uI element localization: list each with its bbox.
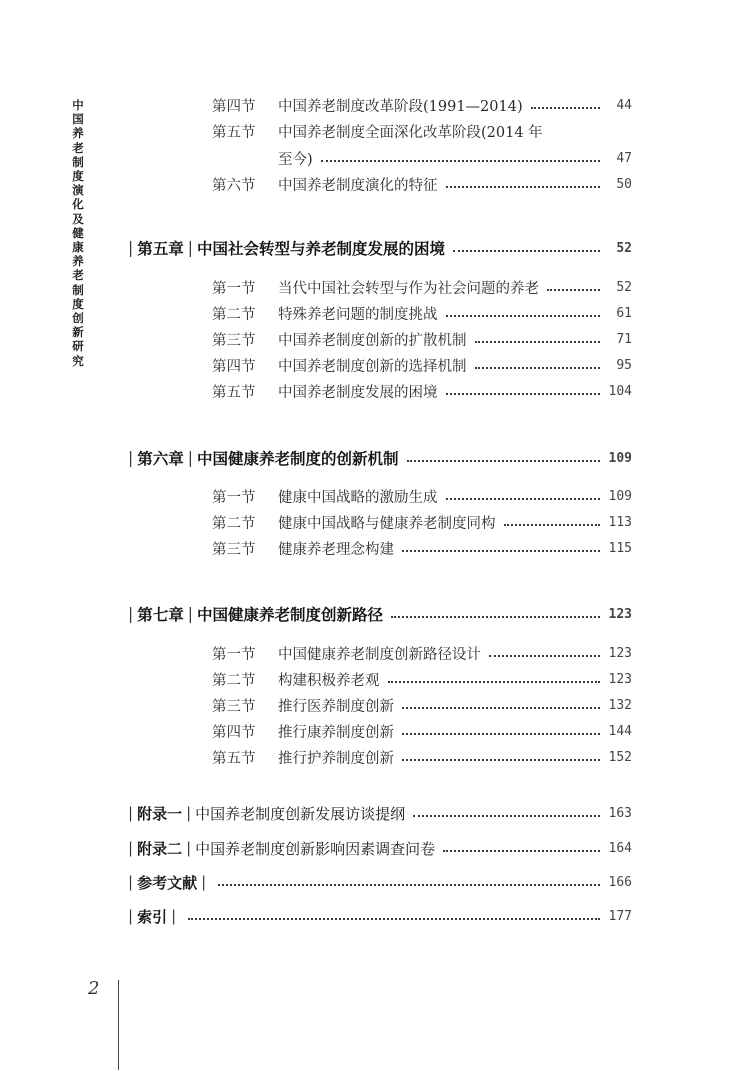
toc-section-entry[interactable]: [212, 119, 632, 143]
dot-leader: [321, 160, 600, 162]
page-ref: 123: [608, 645, 632, 661]
section-title: 健康中国战略与健康养老制度同构: [278, 515, 496, 532]
appendix-bracket-left: |: [128, 839, 134, 857]
dot-leader: [218, 884, 600, 886]
chapter-bracket-right: |: [187, 239, 193, 257]
page-ref: 144: [608, 723, 632, 739]
index-bracket-left: |: [128, 907, 134, 925]
section-number: 第三节: [212, 332, 256, 349]
page-ref: 104: [608, 383, 632, 399]
section-title: 中国养老制度全面深化改革阶段(2014 年: [278, 124, 543, 141]
chapter-label: 第六章: [137, 449, 184, 468]
dot-leader: [402, 707, 600, 709]
section-title: 中国养老制度创新的扩散机制: [278, 332, 467, 349]
page-ref: 95: [616, 357, 632, 373]
toc-section-entry[interactable]: [212, 353, 632, 377]
section-number: 第二节: [212, 672, 256, 689]
page-ref: 152: [608, 749, 632, 765]
dot-leader: [388, 681, 601, 683]
page-ref: 177: [608, 908, 632, 924]
toc-section-entry[interactable]: [212, 172, 632, 196]
chapter-title: 中国健康养老制度的创新机制: [196, 449, 399, 468]
section-title: 中国健康养老制度创新路径设计: [278, 646, 481, 663]
toc-section-entry[interactable]: [212, 536, 632, 560]
dot-leader: [391, 616, 600, 618]
page-ref: 123: [608, 606, 632, 622]
toc-section-entry[interactable]: [212, 327, 632, 351]
toc-chapter-entry[interactable]: [124, 236, 632, 260]
toc-section-entry[interactable]: [212, 693, 632, 717]
page-number: 2: [88, 978, 100, 999]
toc-section-entry[interactable]: [212, 510, 632, 534]
dot-leader: [446, 315, 601, 317]
section-number: 第六节: [212, 177, 256, 194]
toc-section-entry[interactable]: [212, 275, 632, 299]
section-number: 第五节: [212, 124, 256, 141]
chapter-bracket-right: |: [187, 605, 193, 623]
page-ref: 52: [616, 279, 632, 295]
dot-leader: [453, 250, 600, 252]
dot-leader: [504, 524, 601, 526]
section-number: 第一节: [212, 489, 256, 506]
toc-section-entry-continued[interactable]: [212, 146, 632, 170]
page-ref: 109: [608, 450, 632, 466]
section-title: 健康养老理念构建: [278, 541, 394, 558]
section-number: 第三节: [212, 698, 256, 715]
section-number: 第一节: [212, 280, 256, 297]
section-number: 第一节: [212, 646, 256, 663]
page-ref: 113: [608, 514, 632, 530]
toc-chapter-entry[interactable]: [124, 602, 632, 626]
dot-leader: [547, 289, 600, 291]
toc-section-entry[interactable]: [212, 719, 632, 743]
section-title: 推行护养制度创新: [278, 750, 394, 767]
appendix-label: 附录二: [137, 839, 183, 858]
toc-references-entry[interactable]: [124, 870, 632, 894]
page-ref: 132: [608, 697, 632, 713]
chapter-bracket-left: |: [128, 605, 134, 623]
section-title: 中国养老制度创新的选择机制: [278, 358, 467, 375]
section-title: 当代中国社会转型与作为社会问题的养老: [278, 280, 539, 297]
section-number: 第二节: [212, 515, 256, 532]
toc-index-entry[interactable]: [124, 904, 632, 928]
section-title: 中国养老制度演化的特征: [278, 177, 438, 194]
section-number: 第四节: [212, 724, 256, 741]
section-title: 推行康养制度创新: [278, 724, 394, 741]
toc-chapter-entry[interactable]: [124, 446, 632, 470]
section-title: 构建积极养老观: [278, 672, 380, 689]
running-title: 中国养老制度演化及健康养老制度创新研究: [72, 98, 84, 368]
page-ref: 52: [616, 240, 632, 256]
toc-appendix-entry[interactable]: [124, 801, 632, 825]
page-ref: 123: [608, 671, 632, 687]
dot-leader: [446, 186, 601, 188]
chapter-title: 中国健康养老制度创新路径: [196, 605, 383, 624]
chapter-bracket-left: |: [128, 239, 134, 257]
chapter-title: 中国社会转型与养老制度发展的困境: [196, 239, 445, 258]
appendix-bracket-left: |: [128, 804, 134, 822]
dot-leader: [188, 918, 600, 920]
dot-leader: [413, 815, 600, 817]
references-bracket-left: |: [128, 873, 134, 891]
appendix-bracket-right: |: [186, 839, 192, 857]
dot-leader: [407, 460, 601, 462]
dot-leader: [489, 655, 600, 657]
page-ref: 71: [616, 331, 632, 347]
dot-leader: [446, 393, 601, 395]
dot-leader: [531, 107, 600, 109]
toc-section-entry[interactable]: [212, 93, 632, 117]
toc-section-entry[interactable]: [212, 745, 632, 769]
toc-section-entry[interactable]: [212, 301, 632, 325]
dot-leader: [402, 550, 600, 552]
toc-section-entry[interactable]: [212, 484, 632, 508]
dot-leader: [402, 733, 600, 735]
toc-section-entry[interactable]: [212, 667, 632, 691]
chapter-label: 第七章: [137, 605, 184, 624]
chapter-label: 第五章: [137, 239, 184, 258]
dot-leader: [475, 367, 601, 369]
dot-leader: [443, 850, 600, 852]
section-number: 第四节: [212, 98, 256, 115]
page-ref: 47: [616, 150, 632, 166]
page-ref: 164: [608, 840, 632, 856]
page-ref: 109: [608, 488, 632, 504]
section-number: 第二节: [212, 306, 256, 323]
toc-appendix-entry[interactable]: [124, 836, 632, 860]
appendix-label: 附录一: [137, 804, 183, 823]
chapter-bracket-right: |: [187, 449, 193, 467]
page-ref: 166: [608, 874, 632, 890]
appendix-title: 中国养老制度创新发展访谈提纲: [195, 804, 406, 823]
section-title: 中国养老制度改革阶段(1991—2014): [278, 98, 523, 115]
toc-section-entry[interactable]: [212, 641, 632, 665]
page-ref: 44: [616, 97, 632, 113]
page-ref: 50: [616, 176, 632, 192]
references-bracket-right: |: [201, 873, 207, 891]
appendix-title: 中国养老制度创新影响因素调查问卷: [195, 839, 436, 858]
section-number: 第三节: [212, 541, 256, 558]
index-bracket-right: |: [171, 907, 177, 925]
page-ref: 61: [616, 305, 632, 321]
section-title-continued: 至今): [278, 151, 313, 168]
dot-leader: [475, 341, 601, 343]
section-number: 第五节: [212, 750, 256, 767]
page-ref: 163: [608, 805, 632, 821]
page-number-rule: [118, 980, 119, 1070]
index-label: 索引: [137, 907, 168, 926]
dot-leader: [446, 498, 601, 500]
toc-section-entry[interactable]: [212, 379, 632, 403]
page-ref: 115: [608, 540, 632, 556]
section-number: 第五节: [212, 384, 256, 401]
section-title: 健康中国战略的激励生成: [278, 489, 438, 506]
section-number: 第四节: [212, 358, 256, 375]
appendix-bracket-right: |: [186, 804, 192, 822]
section-title: 推行医养制度创新: [278, 698, 394, 715]
references-label: 参考文献: [137, 873, 198, 892]
section-title: 中国养老制度发展的困境: [278, 384, 438, 401]
dot-leader: [402, 759, 600, 761]
section-title: 特殊养老问题的制度挑战: [278, 306, 438, 323]
chapter-bracket-left: |: [128, 449, 134, 467]
